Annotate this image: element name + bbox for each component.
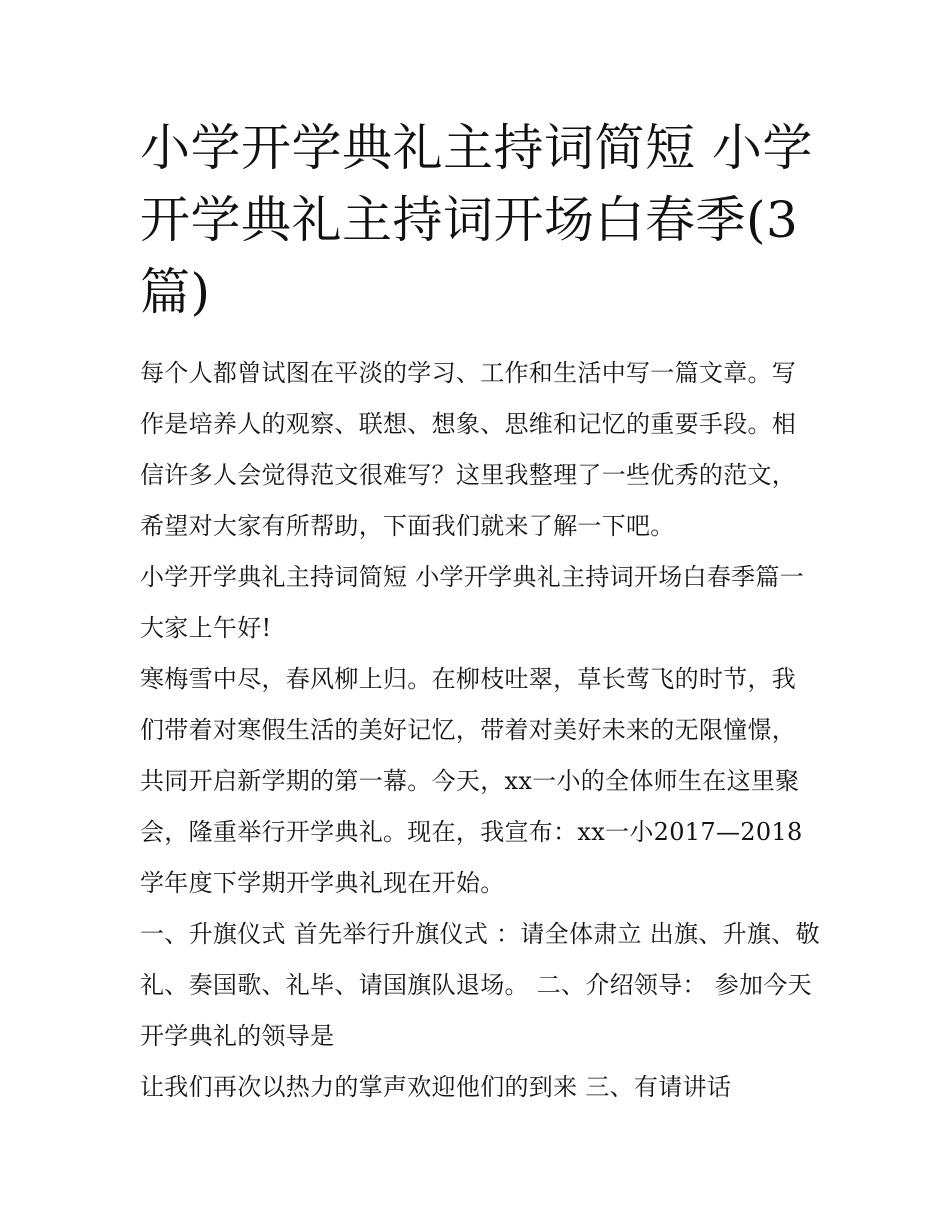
document-title: 小学开学典礼主持词简短 小学开学典礼主持词开场白春季(3篇) bbox=[140, 119, 813, 321]
welcome-paragraph: 让我们再次以热力的掌声欢迎他们的到来 三、有请讲话 bbox=[140, 1073, 732, 1101]
section-heading-paragraph: 小学开学典礼主持词简短 小学开学典礼主持词开场白春季篇一 大家上午好! bbox=[140, 563, 805, 642]
opening-paragraph: 寒梅雪中尽，春风柳上归。在柳枝吐翠，草长莺飞的时节，我们带着对寒假生活的美好记忆，带着对美好未来的无限憧憬，共同开启新学期的第一幕。今天，xx一小的全体师生在这里聚会，隆重举行开学典礼。现在，我宣布：xx一小2017—2018学年度下学期开学典礼现在开始。 bbox=[140, 665, 803, 897]
intro-paragraph: 每个人都曾试图在平淡的学习、工作和生活中写一篇文章。写作是培养人的观察、联想、想象、思维和记忆的重要手段。相信许多人会觉得范文很难写？这里我整理了一些优秀的范文，希望对大家有所帮助，下面我们就来了解一下吧。 bbox=[140, 359, 797, 540]
document-content bbox=[140, 112, 820, 1113]
ceremony-procedure-paragraph: 一、升旗仪式 首先举行升旗仪式 ：请全体肃立 出旗、升旗、敬礼、奏国歌、礼毕、请国旗队退场。 二、介绍领导： 参加今天开学典礼的领导是 bbox=[140, 920, 820, 1050]
